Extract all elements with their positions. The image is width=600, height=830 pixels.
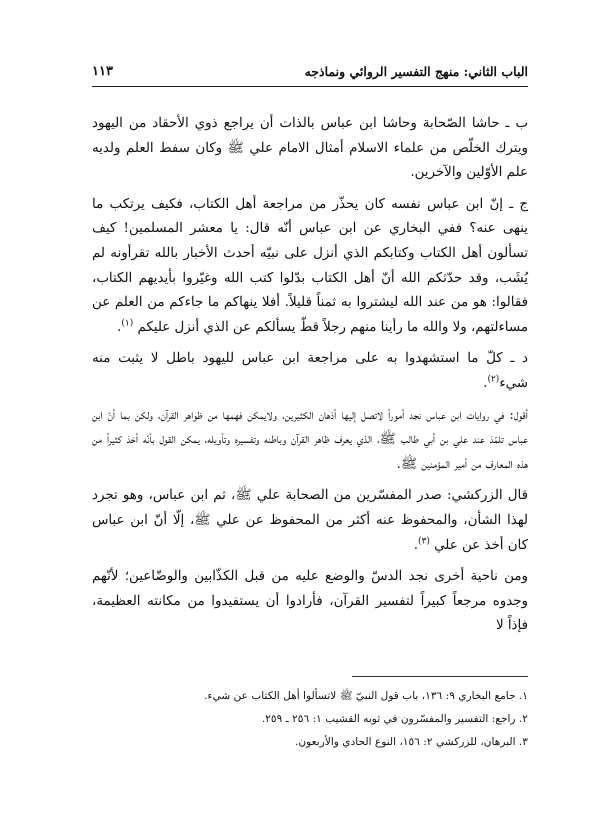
footnote-2: ٢. راجع: التفسير والمفسّرون في ثوبه القشيب ١: ٢٥٦ ـ ٢٥٩. xyxy=(261,713,528,725)
footnote-3: ٣. البرهان، للزركشي ٢: ١٥٦، النوع الحادي والأربعون. xyxy=(295,736,528,748)
paragraph-text: ب ـ حاشا الصّحابة وحاشا ابن عباس بالذات أن يراجع ذوي الأحقاد من اليهود ويترك الخلّص من علماء الاسلام أمثال الامام علي ﷺ وكان سفط العلم ولديه علم الأوّلين والآخرين. xyxy=(92,116,528,181)
header-divider xyxy=(92,86,528,87)
paragraph-text: د ـ كلّ ما استشهدوا به على مراجعة ابن عباس لليهود باطل لا يثبت منه شيء xyxy=(92,351,528,391)
footnote-1: ١. جامع البخاري ٩: ١٣٦، باب قول النبيّ ﷺ لاتسألوا أهل الكتاب عن شيء. xyxy=(204,690,528,702)
footnote-marker: (١) xyxy=(121,318,134,329)
paragraph-text: ج ـ إنّ ابن عباس نفسه كان يحذّر من مراجعة أهل الكتاب، فكيف يرتكب ما ينهى عنه؟ ففي البخاري عن ابن عباس أنّه قال: يا معشر المسلمين! كيف تسألون أهل الكتاب وكتابكم الذي أنزل على نبيّه أحدث الأخبار بالله تقرأونه لم يُشَب، وقد حدّثكم الله أنّ أهل الكتاب بدّلوا كتب الله وغيّروا بأيديهم الكتاب، فقالوا: هو من عند الله ليشتروا به ثمناً قليلاً. أفلا ينهاكم ما جاءكم من العلم عن مساءلتهم، ولا والله ما رأينا منهم رجلاً قطّ يسألكم عن الذي أنزل عليكم xyxy=(92,196,528,335)
body-text xyxy=(92,112,528,639)
paragraph-d: د ـ كلّ ما استشهدوا به على مراجعة ابن عباس لليهود باطل لا يثبت منه شيء$^{(٢)}$. xyxy=(92,351,528,391)
chapter-title: الباب الثاني: منهج التفسير الروائي ونماذجه xyxy=(304,64,528,79)
page-number: ١١٣ xyxy=(92,64,113,79)
footnotes xyxy=(92,685,528,754)
paragraph-b xyxy=(92,112,528,186)
paragraph-aqul xyxy=(92,404,528,478)
paragraph-text: قال الزركشي: صدر المفسّرين من الصحابة علي ﷺ، ثم ابن عباس، وهو تجرد لهذا الشأن، والمحفوظ عنه أكثر من المحفوظ عن علي ﷺ، إلّا أنّ ابن عباس كان أخذ عن علي xyxy=(92,488,528,553)
paragraph-text: ومن ناحية أخرى نجد الدسّ والوضع عليه من قبل الكذّابين والوضّاعين؛ لأنّهم وجدوه مرجعاً كبيراً لتفسير القرآن، فأرادوا أن يستفيدوا من مكانته العظيمة، فإذاً لا xyxy=(92,569,528,634)
paragraph-j: ج ـ إنّ ابن عباس نفسه كان يحذّر من مراجعة أهل الكتاب، فكيف يرتكب ما ينهى عنه؟ ففي البخاري عن ابن عباس أنّه قال: يا معشر المسلمين! كيف تسألون أهل الكتاب وكتابكم الذي أنزل على نبيّه أحدث الأخبار بالله تقرأونه لم يُشَب، وقد حدّثكم الله أنّ أهل الكتاب بدّلوا كتب الله وغيّروا بأيديهم الكتاب، فقالوا: هو من عند الله ليشتروا به ثمناً قليلاً. أفلا ينهاكم ما جاءكم من العلم عن مساءلتهم، ولا والله ما رأينا منهم رجلاً قطّ يسألكم عن الذي أنزل عليكم $^{(١)}$. xyxy=(92,196,528,335)
paragraph-text: أقول: في روايات ابن عباس نجد أموراً لاتصل إليها أذهان الكثيرين، ولايمكن فهمها من ظواهر القرآن، ولكن بما أنّ ابن عباس تلمّذ عند علي بن أبي طالب ﷺ، الذي يعرف ظاهر القرآن وباطنه وتفسيره وتأويله، يمكن القول بأنّه أخذ كثيراً من هذه المعارف من أمير المؤمنين ﷺ. xyxy=(92,407,528,472)
paragraph-zarkashi: قال الزركشي: صدر المفسّرين من الصحابة علي ﷺ، ثم ابن عباس، وهو تجرد لهذا الشأن، والمحفوظ عنه أكثر من المحفوظ عن علي ﷺ، إلّا أنّ ابن عباس كان أخذ عن علي $^{(٣)}$. xyxy=(92,488,528,553)
footnote-divider xyxy=(352,676,528,677)
paragraph-dass xyxy=(92,565,528,639)
running-header xyxy=(92,64,528,84)
footnote-marker: (٣) xyxy=(418,536,430,547)
footnote-marker: (٢) xyxy=(487,374,500,385)
